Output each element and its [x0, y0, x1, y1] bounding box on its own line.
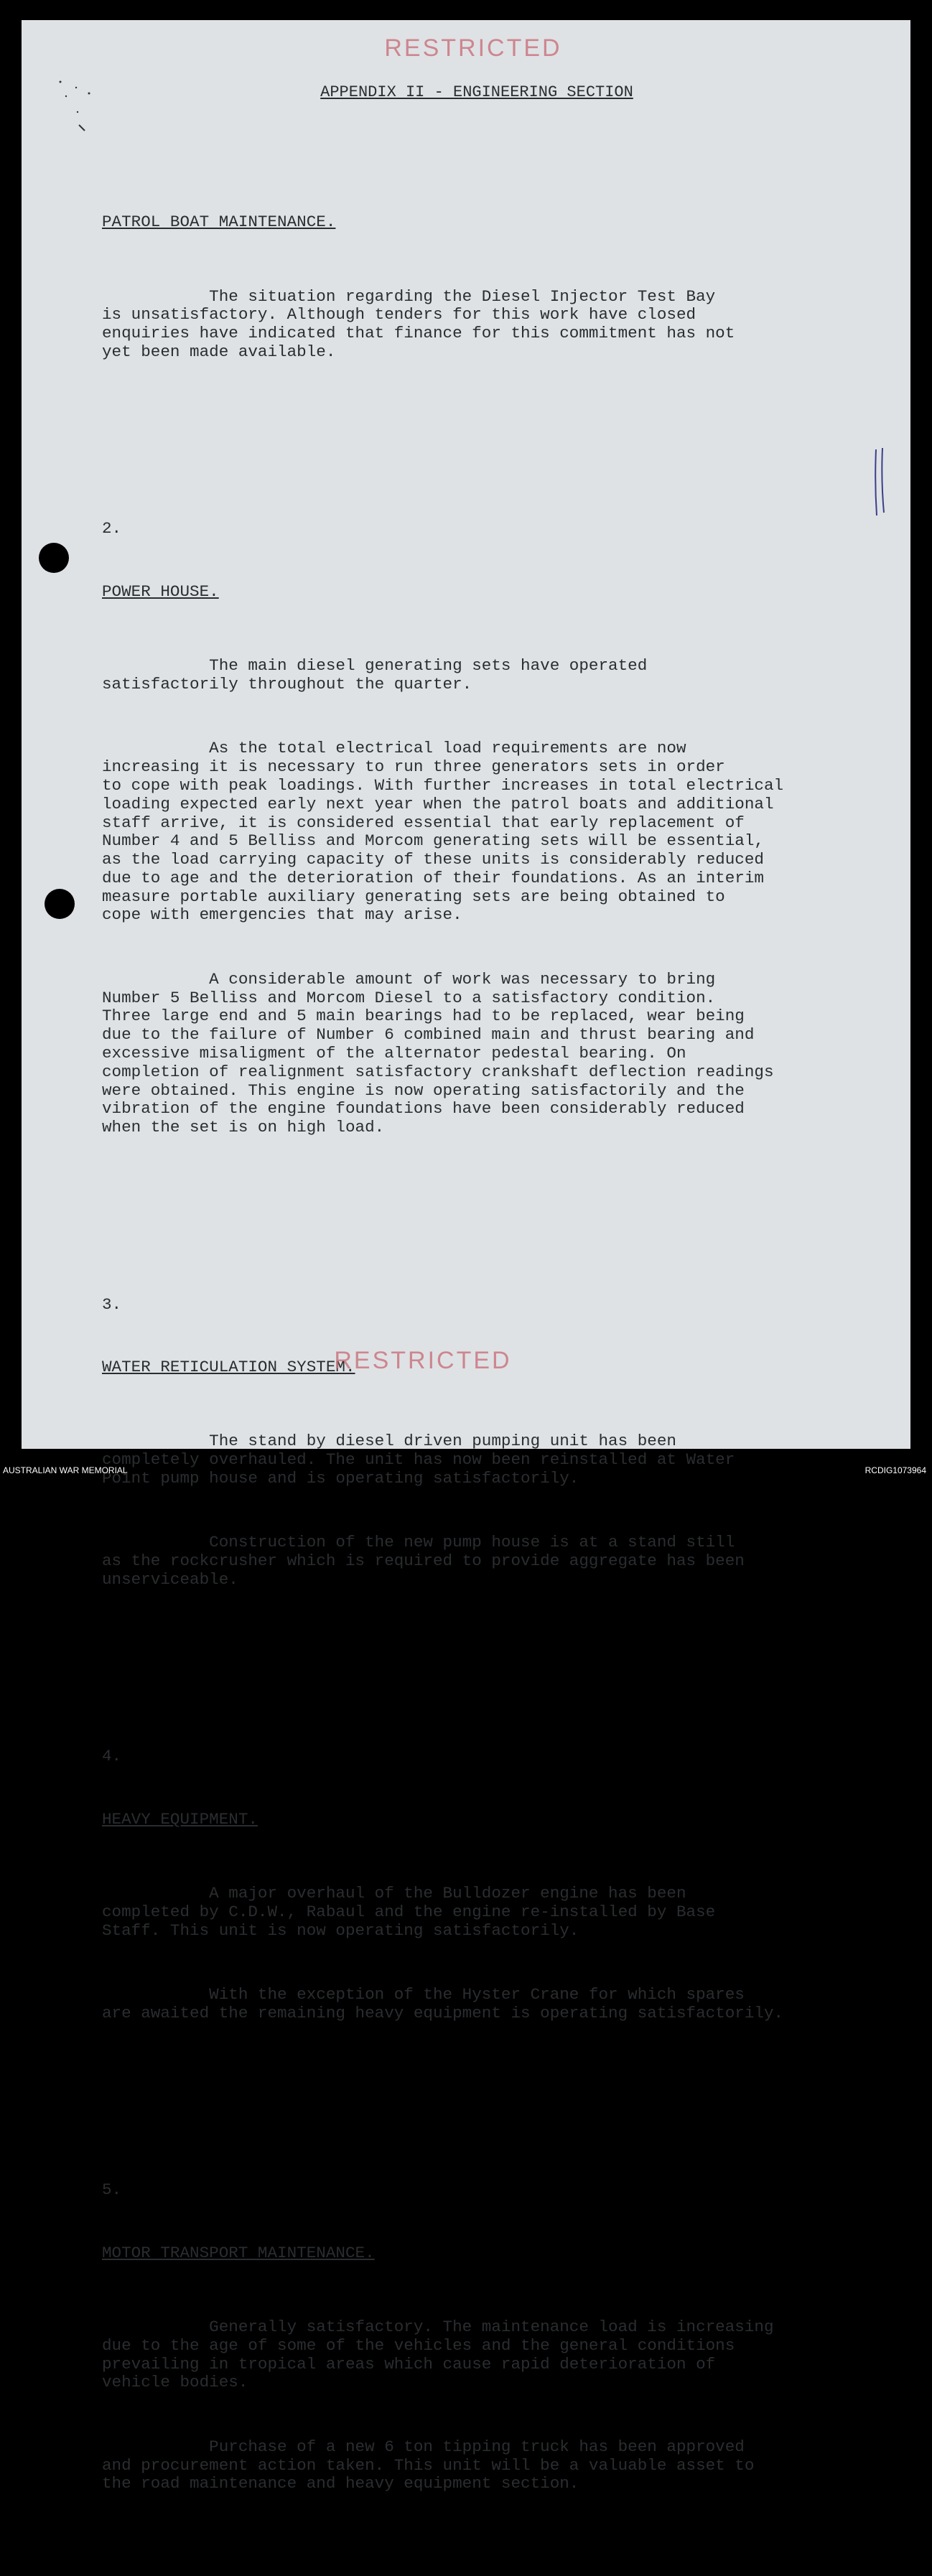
punch-hole — [45, 889, 75, 919]
paragraph: A major overhaul of the Bulldozer engine has been completed by C.D.W., Rabaul and the engine re-installed by Base Staff. This unit is now operating satisfactorily. — [102, 1884, 716, 1940]
restricted-stamp-top: RESTRICTED — [384, 34, 562, 62]
paragraph: With the exception of the Hyster Crane for which spares are awaited the remaining heavy equipment is operating satisfactorily. — [102, 1985, 784, 2022]
section-heading: HEAVY EQUIPMENT. — [102, 1809, 258, 1829]
section-heading: PATROL BOAT MAINTENANCE. — [102, 213, 336, 232]
paragraph: The situation regarding the Diesel Injector Test Bay is unsatisfactory. Although tenders for this work have closed enquiries have indicated that finance for this commitment has not yet been made available. — [102, 286, 735, 361]
handwritten-margin-mark — [873, 447, 887, 518]
paragraph: Purchase of a new 6 ton tipping truck has been approved and procurement action taken. This unit will be a valuable asset to the road maintenance and heavy equipment section. — [102, 2437, 755, 2493]
section-2 — [102, 463, 892, 1183]
section-5 — [102, 2124, 892, 2539]
section-1 — [102, 177, 892, 408]
section-4 — [102, 1691, 892, 2069]
section-number: 5. — [102, 2180, 122, 2200]
restricted-stamp-bottom: RESTRICTED — [334, 1347, 512, 1374]
section-3 — [102, 1238, 892, 1635]
section-number: 4. — [102, 1747, 122, 1766]
paragraph: The stand by diesel driven pumping unit has been completely overhauled. The unit has now been reinstalled at Water Point pump house and is operating satisfactorily. — [102, 1432, 735, 1488]
section-heading: WATER RETICULATION SYSTEM. — [102, 1358, 355, 1377]
section-heading: POWER HOUSE. — [102, 582, 219, 601]
section-number: 2. — [102, 519, 122, 538]
paragraph: As the total electrical load requirements are now increasing it is necessary to run three generators sets in order to cope with peak loadings. With further increases in total electrical loading expected early next year when the patrol boats and additional staff arrive, it is considered essential that early replacement of Number 4 and 5 Belliss and Morcom generating sets will be essential, as the load carrying capacity of these units is considerably reduced due to age and the deterioration of their foundations. As an interim measure portable auxiliary generating sets are being obtained to cope with emergencies that may arise. — [102, 739, 784, 925]
page-title: APPENDIX II - ENGINEERING SECTION — [320, 83, 633, 101]
section-number: 3. — [102, 1294, 122, 1314]
punch-hole — [39, 543, 69, 573]
footer-id: RCDIG1073964 — [865, 1465, 926, 1475]
paragraph: Construction of the new pump house is at a stand still as the rockcrusher which is required to provide aggregate has been unserviceable. — [102, 1533, 745, 1589]
section-heading: MOTOR TRANSPORT MAINTENANCE. — [102, 2243, 375, 2262]
paragraph: Generally satisfactory. The maintenance load is increasing due to the age of some of the vehicles and the general conditions prevailing in tropical areas which cause rapid deterioration of vehicle bodies. — [102, 2318, 774, 2392]
footer-source: AUSTRALIAN WAR MEMORIAL — [3, 1465, 128, 1475]
paragraph: The main diesel generating sets have operated satisfactorily throughout the quarter. — [102, 656, 648, 694]
paragraph: A considerable amount of work was necessary to bring Number 5 Belliss and Morcom Diesel to a satisfactory condition. Three large end and 5 main bearings had to be replaced, wear being due to the failure of Number 6 combined main and thrust bearing and excessive misaligment of the alternator pedestal bearing. On completion of realignment satisfactory crankshaft deflection readings were obtained. This engine is now operating satisfactorily and the vibration of the engine foundations have been considerably reduced when the set is on high load. — [102, 969, 774, 1137]
